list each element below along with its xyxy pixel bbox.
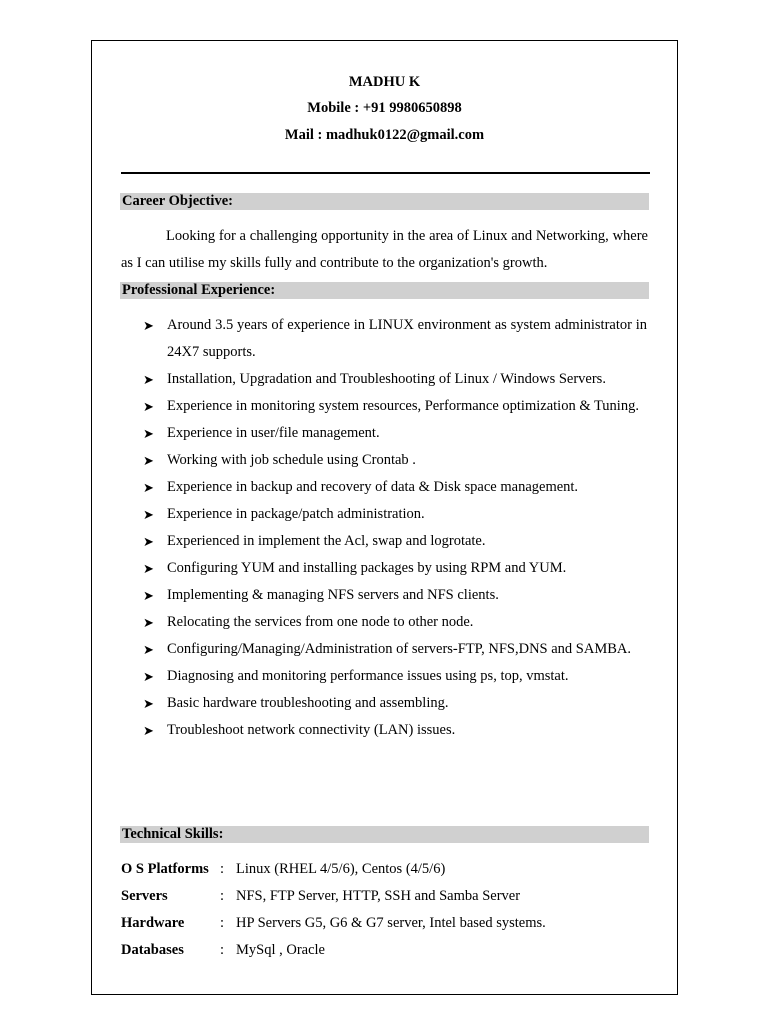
arrow-bullet-icon: ➤ <box>143 399 154 414</box>
skill-value: HP Servers G5, G6 & G7 server, Intel based systems. <box>236 915 546 931</box>
section-career-objective: Career Objective: <box>120 193 649 210</box>
experience-item <box>92 501 677 528</box>
header-divider <box>121 172 650 174</box>
experience-item <box>92 609 677 636</box>
experience-item-text: Configuring/Managing/Administration of servers-FTP, NFS,DNS and SAMBA. <box>167 641 631 657</box>
arrow-bullet-icon: ➤ <box>143 669 154 684</box>
arrow-bullet-icon: ➤ <box>143 480 154 495</box>
skill-value: MySql , Oracle <box>236 942 325 958</box>
experience-item-text: Experienced in implement the Acl, swap and logrotate. <box>167 533 486 549</box>
experience-item <box>92 474 677 501</box>
experience-item <box>92 393 677 420</box>
skill-row <box>121 883 650 910</box>
skill-label: Servers <box>121 888 168 904</box>
experience-item <box>92 663 677 690</box>
experience-item-text: Around 3.5 years of experience in LINUX environment as system administrator in 24X7 supports. <box>167 317 647 360</box>
skill-label: O S Platforms <box>121 861 209 877</box>
skill-row <box>121 937 650 964</box>
skill-separator: : <box>220 915 225 931</box>
arrow-bullet-icon: ➤ <box>143 426 154 441</box>
arrow-bullet-icon: ➤ <box>143 642 154 657</box>
experience-item <box>92 636 677 663</box>
experience-item-text: Experience in package/patch administration. <box>167 506 425 522</box>
arrow-bullet-icon: ➤ <box>143 615 154 630</box>
skill-separator: : <box>220 861 225 877</box>
arrow-bullet-icon: ➤ <box>143 318 154 333</box>
section-technical-skills: Technical Skills: <box>120 826 649 843</box>
experience-item-text: Implementing & managing NFS servers and NFS clients. <box>167 587 499 603</box>
experience-item-text: Installation, Upgradation and Troubleshooting of Linux / Windows Servers. <box>167 371 606 387</box>
experience-item-text: Configuring YUM and installing packages by using RPM and YUM. <box>167 560 567 576</box>
skill-value: Linux (RHEL 4/5/6), Centos (4/5/6) <box>236 861 446 877</box>
arrow-bullet-icon: ➤ <box>143 561 154 576</box>
arrow-bullet-icon: ➤ <box>143 534 154 549</box>
experience-item <box>92 366 677 393</box>
experience-item-text: Working with job schedule using Crontab . <box>167 452 416 468</box>
career-objective-text <box>121 223 648 277</box>
mobile-line: Mobile : +91 9980650898 <box>307 100 462 116</box>
experience-item-text: Experience in monitoring system resources, Performance optimization & Tuning. <box>167 398 639 414</box>
experience-item <box>92 528 677 555</box>
section-professional-experience: Professional Experience: <box>120 282 649 299</box>
experience-item <box>92 717 677 744</box>
experience-item <box>92 555 677 582</box>
experience-list <box>92 312 677 744</box>
resume-page <box>91 40 678 995</box>
skill-label: Hardware <box>121 915 185 931</box>
skill-separator: : <box>220 942 225 958</box>
arrow-bullet-icon: ➤ <box>143 507 154 522</box>
experience-item-text: Experience in user/file management. <box>167 425 380 441</box>
arrow-bullet-icon: ➤ <box>143 723 154 738</box>
mail-line: Mail : madhuk0122@gmail.com <box>284 127 485 143</box>
arrow-bullet-icon: ➤ <box>143 372 154 387</box>
skill-label: Databases <box>121 942 184 958</box>
experience-item <box>92 690 677 717</box>
skills-table <box>121 856 650 964</box>
arrow-bullet-icon: ➤ <box>143 453 154 468</box>
arrow-bullet-icon: ➤ <box>143 588 154 603</box>
experience-item <box>92 582 677 609</box>
experience-item-text: Diagnosing and monitoring performance issues using ps, top, vmstat. <box>167 668 569 684</box>
candidate-name: MADHU K <box>348 74 421 90</box>
experience-item <box>92 312 677 366</box>
skill-separator: : <box>220 888 225 904</box>
experience-item-text: Troubleshoot network connectivity (LAN) issues. <box>167 722 456 738</box>
experience-item-text: Basic hardware troubleshooting and assembling. <box>167 695 449 711</box>
arrow-bullet-icon: ➤ <box>143 696 154 711</box>
skill-row <box>121 910 650 937</box>
skill-row <box>121 856 650 883</box>
experience-item <box>92 420 677 447</box>
skill-value: NFS, FTP Server, HTTP, SSH and Samba Server <box>236 888 521 904</box>
experience-item-text: Relocating the services from one node to other node. <box>167 614 474 630</box>
experience-item-text: Experience in backup and recovery of data & Disk space management. <box>167 479 579 495</box>
experience-item <box>92 447 677 474</box>
career-objective-body: Looking for a challenging opportunity in the area of Linux and Networking, where as I can utilise my skills fully and contribute to the organization's growth. <box>121 228 648 271</box>
